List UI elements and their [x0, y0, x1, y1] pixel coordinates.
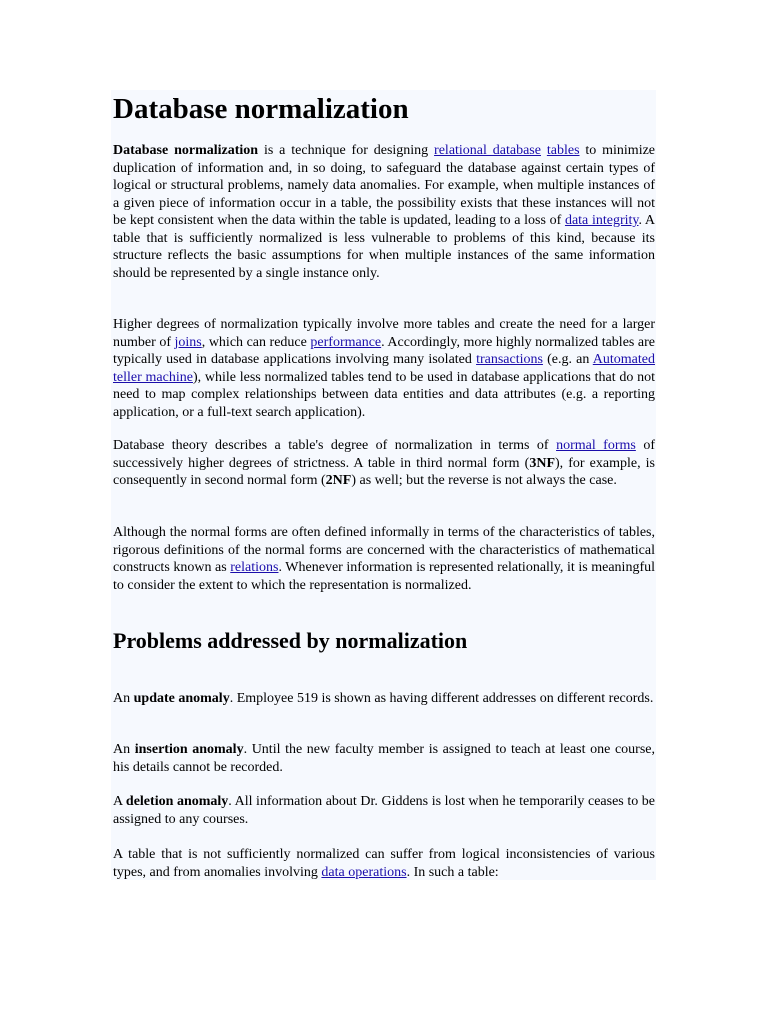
update-anomaly-paragraph: An update anomaly. Employee 519 is shown as having different addresses on different records.	[113, 691, 654, 706]
document-page	[111, 90, 656, 880]
last-paragraph: A table that is not sufficiently normalized can suffer from logical inconsistencies of various types, and from anomalies involving data operations. In such a table:	[113, 847, 655, 880]
paragraph-4: Although the normal forms are often defined informally in terms of the characteristics of tables, rigorous definitions of the normal forms are concerned with the characteristics of mathematical constructs known as relations. Whenever information is represented relationally, it is meaningful to consider the extent to which the representation is normalized.	[113, 525, 655, 593]
link-normal-forms[interactable]: normal forms	[556, 438, 636, 453]
deletion-anomaly-paragraph: A deletion anomaly. All information about Dr. Giddens is lost when he temporarily ceases to be assigned to any courses.	[113, 794, 656, 827]
paragraph-2: Higher degrees of normalization typically involve more tables and create the need for a larger number of joins, which can reduce performance. Accordingly, more highly normalized tables are typically used in database applications involving many isolated transactions (e.g. an Automated teller machine), while less normalized tables tend to be used in database applications that do not need to map complex relationships between data entities and data attributes (e.g. a reporting application, or a full-text search application).	[113, 317, 655, 420]
page-title: Database normalization	[113, 93, 409, 125]
link-tables[interactable]: tables	[546, 143, 580, 158]
link-relations[interactable]: relations	[230, 560, 279, 575]
link-transactions[interactable]: transactions	[476, 352, 543, 367]
insertion-anomaly-paragraph: An insertion anomaly. Until the new faculty member is assigned to teach at least one course, his details cannot be recorded.	[113, 742, 655, 775]
term-bold: Database normalization	[113, 143, 259, 158]
intro-paragraph: Database normalization is a technique for designing relational database tables to minimize duplication of information and, in so doing, to safeguard the database against certain types of logical or structural problems, namely data anomalies. For example, when multiple instances of a given piece of information occur in a table, the possibility exists that these instances will not be kept consistent when the data within the table is updated, leading to a loss of data integrity. A table that is sufficiently normalized is less vulnerable to problems of this kind, because its structure reflects the basic assumptions for when multiple instances of the same information should be represented by a single instance only.	[113, 143, 656, 281]
section-heading: Problems addressed by normalization	[113, 628, 468, 653]
link-performance[interactable]: performance	[310, 334, 382, 350]
link-joins[interactable]: joins	[174, 334, 202, 350]
link-data-operations[interactable]: data operations	[321, 864, 407, 880]
link-relational-database[interactable]: relational database	[434, 143, 541, 158]
link-atm[interactable]: Automated teller machine	[113, 352, 655, 385]
paragraph-3: Database theory describes a table's degree of normalization in terms of normal forms of successively higher degrees of strictness. A table in third normal form (3NF), for example, is consequently in second normal form (2NF) as well; but the reverse is not always the case.	[113, 438, 655, 488]
link-data-integrity[interactable]: data integrity	[564, 213, 639, 228]
